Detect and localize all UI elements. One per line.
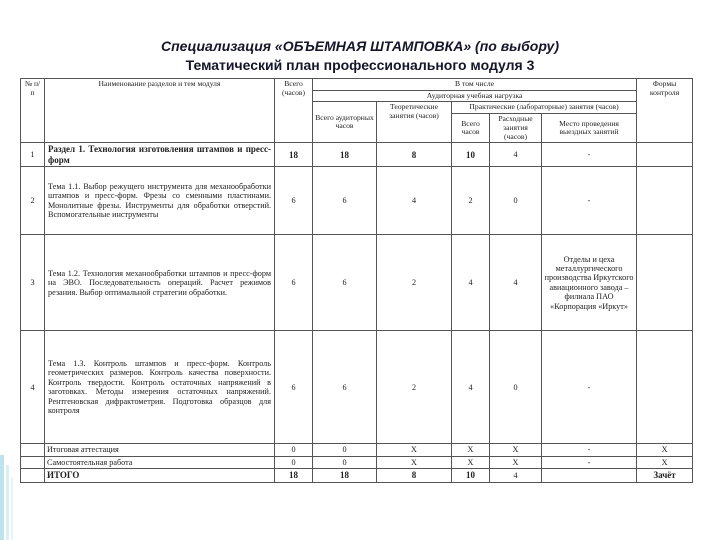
cell-cons: 0 bbox=[490, 331, 542, 444]
cell-prac: 2 bbox=[452, 167, 490, 235]
cell-total: 6 bbox=[275, 331, 313, 444]
header-forms: Формы контроля bbox=[637, 79, 693, 143]
cell-aud: 0 bbox=[313, 456, 377, 468]
cell-form: Зачёт bbox=[637, 469, 693, 482]
header-incl: В том числе bbox=[313, 79, 637, 91]
cell-prac: X bbox=[452, 444, 490, 456]
page-subtitle: Тематический план профессионального модуля 3 bbox=[185, 57, 535, 73]
header-name: Наименование разделов и тем модуля bbox=[45, 79, 275, 143]
table-row bbox=[21, 167, 693, 235]
cell-prac: 10 bbox=[452, 143, 490, 167]
cell-theory: 8 bbox=[377, 469, 452, 482]
table-row bbox=[21, 456, 693, 468]
table-row bbox=[21, 331, 693, 444]
cell-place: - bbox=[542, 456, 637, 468]
cell-form: X bbox=[637, 456, 693, 468]
table-row bbox=[21, 235, 693, 331]
cell-form bbox=[637, 143, 693, 167]
cell-total: 6 bbox=[275, 167, 313, 235]
cell-prac: 4 bbox=[452, 331, 490, 444]
cell-prac: 4 bbox=[452, 235, 490, 331]
cell-theory: X bbox=[377, 456, 452, 468]
cell-total: 0 bbox=[275, 444, 313, 456]
cell-num: 3 bbox=[21, 235, 45, 331]
cell-num: 4 bbox=[21, 331, 45, 444]
header-place: Место проведения выездных занятий bbox=[542, 114, 637, 143]
cell-cons: 4 bbox=[490, 143, 542, 167]
cell-name: Итоговая аттестация bbox=[45, 444, 275, 456]
cell-num: 2 bbox=[21, 167, 45, 235]
cell-cons: X bbox=[490, 444, 542, 456]
cell-name: Тема 1.3. Контроль штампов и пресс-форм. Контроль геометрических размеров. Контроль качества поверхности. Контроль твердости. Контроль остаточных напряжений в заготовках. Методы измерения остаточных напряжений. Рентгеновская дифрактометрия. Подготовка образцов для контроля bbox=[45, 331, 275, 444]
header-num: № п/п bbox=[21, 79, 45, 143]
cell-aud: 18 bbox=[313, 469, 377, 482]
table-header-row bbox=[21, 79, 693, 91]
table-row-total bbox=[21, 469, 693, 482]
cell-num bbox=[21, 469, 45, 482]
cell-num bbox=[21, 456, 45, 468]
cell-name: Раздел 1. Технология изготовления штампов и пресс-форм bbox=[45, 143, 275, 167]
cell-theory: 2 bbox=[377, 331, 452, 444]
cell-prac: 10 bbox=[452, 469, 490, 482]
header-consumables: Расходные занятия (часов) bbox=[490, 114, 542, 143]
cell-place bbox=[542, 469, 637, 482]
cell-form: X bbox=[637, 444, 693, 456]
cell-num bbox=[21, 444, 45, 456]
cell-aud: 18 bbox=[313, 143, 377, 167]
cell-name: Тема 1.1. Выбор режущего инструмента для механообработки штампов и пресс-форм. Фрезы со сменными пластинами. Монолитные фрезы. Инструменты для обработки отверстий. Вспомогательные инструменты bbox=[45, 167, 275, 235]
cell-place: - bbox=[542, 444, 637, 456]
cell-theory: 4 bbox=[377, 167, 452, 235]
cell-theory: 2 bbox=[377, 235, 452, 331]
cell-form bbox=[637, 167, 693, 235]
cell-name: Самостоятельная работа bbox=[45, 456, 275, 468]
cell-total: 0 bbox=[275, 456, 313, 468]
cell-cons: 4 bbox=[490, 235, 542, 331]
cell-name: Тема 1.2. Технология механообработки штампов и пресс-форм на ЭВО. Последовательность операций. Расчет режимов резания. Выбор оптимальной стратегии обработки. bbox=[45, 235, 275, 331]
cell-place: - bbox=[542, 331, 637, 444]
page-title: Специализация «ОБЪЕМНАЯ ШТАМПОВКА» (по выбору) bbox=[161, 38, 559, 54]
cell-num: 1 bbox=[21, 143, 45, 167]
cell-aud: 6 bbox=[313, 235, 377, 331]
cell-prac: X bbox=[452, 456, 490, 468]
header-aud: Аудиторная учебная нагрузка bbox=[313, 90, 637, 102]
header-theory: Теоретические занятия (часов) bbox=[377, 102, 452, 143]
cell-total: 18 bbox=[275, 143, 313, 167]
cell-place: - bbox=[542, 143, 637, 167]
table-row bbox=[21, 444, 693, 456]
thematic-plan-table bbox=[20, 78, 693, 483]
cell-name: ИТОГО bbox=[45, 469, 275, 482]
header-aud-total: Всего аудиторных часов bbox=[313, 102, 377, 143]
table-row bbox=[21, 143, 693, 167]
cell-place: Отделы и цеха металлургического производства Иркутского авиационного завода – филиала ПАО «Корпорация «Иркут» bbox=[542, 235, 637, 331]
cell-place: - bbox=[542, 167, 637, 235]
cell-total: 18 bbox=[275, 469, 313, 482]
cell-cons: X bbox=[490, 456, 542, 468]
cell-form bbox=[637, 331, 693, 444]
header-total: Всего (часов) bbox=[275, 79, 313, 143]
cell-aud: 6 bbox=[313, 167, 377, 235]
header-prac-total: Всего часов bbox=[452, 114, 490, 143]
header-practice: Практические (лабораторные) занятия (часов) bbox=[452, 102, 637, 114]
cell-total: 6 bbox=[275, 235, 313, 331]
cell-aud: 0 bbox=[313, 444, 377, 456]
cell-theory: X bbox=[377, 444, 452, 456]
cell-cons: 0 bbox=[490, 167, 542, 235]
cell-aud: 6 bbox=[313, 331, 377, 444]
cell-theory: 8 bbox=[377, 143, 452, 167]
cell-cons: 4 bbox=[490, 469, 542, 482]
cell-form bbox=[637, 235, 693, 331]
